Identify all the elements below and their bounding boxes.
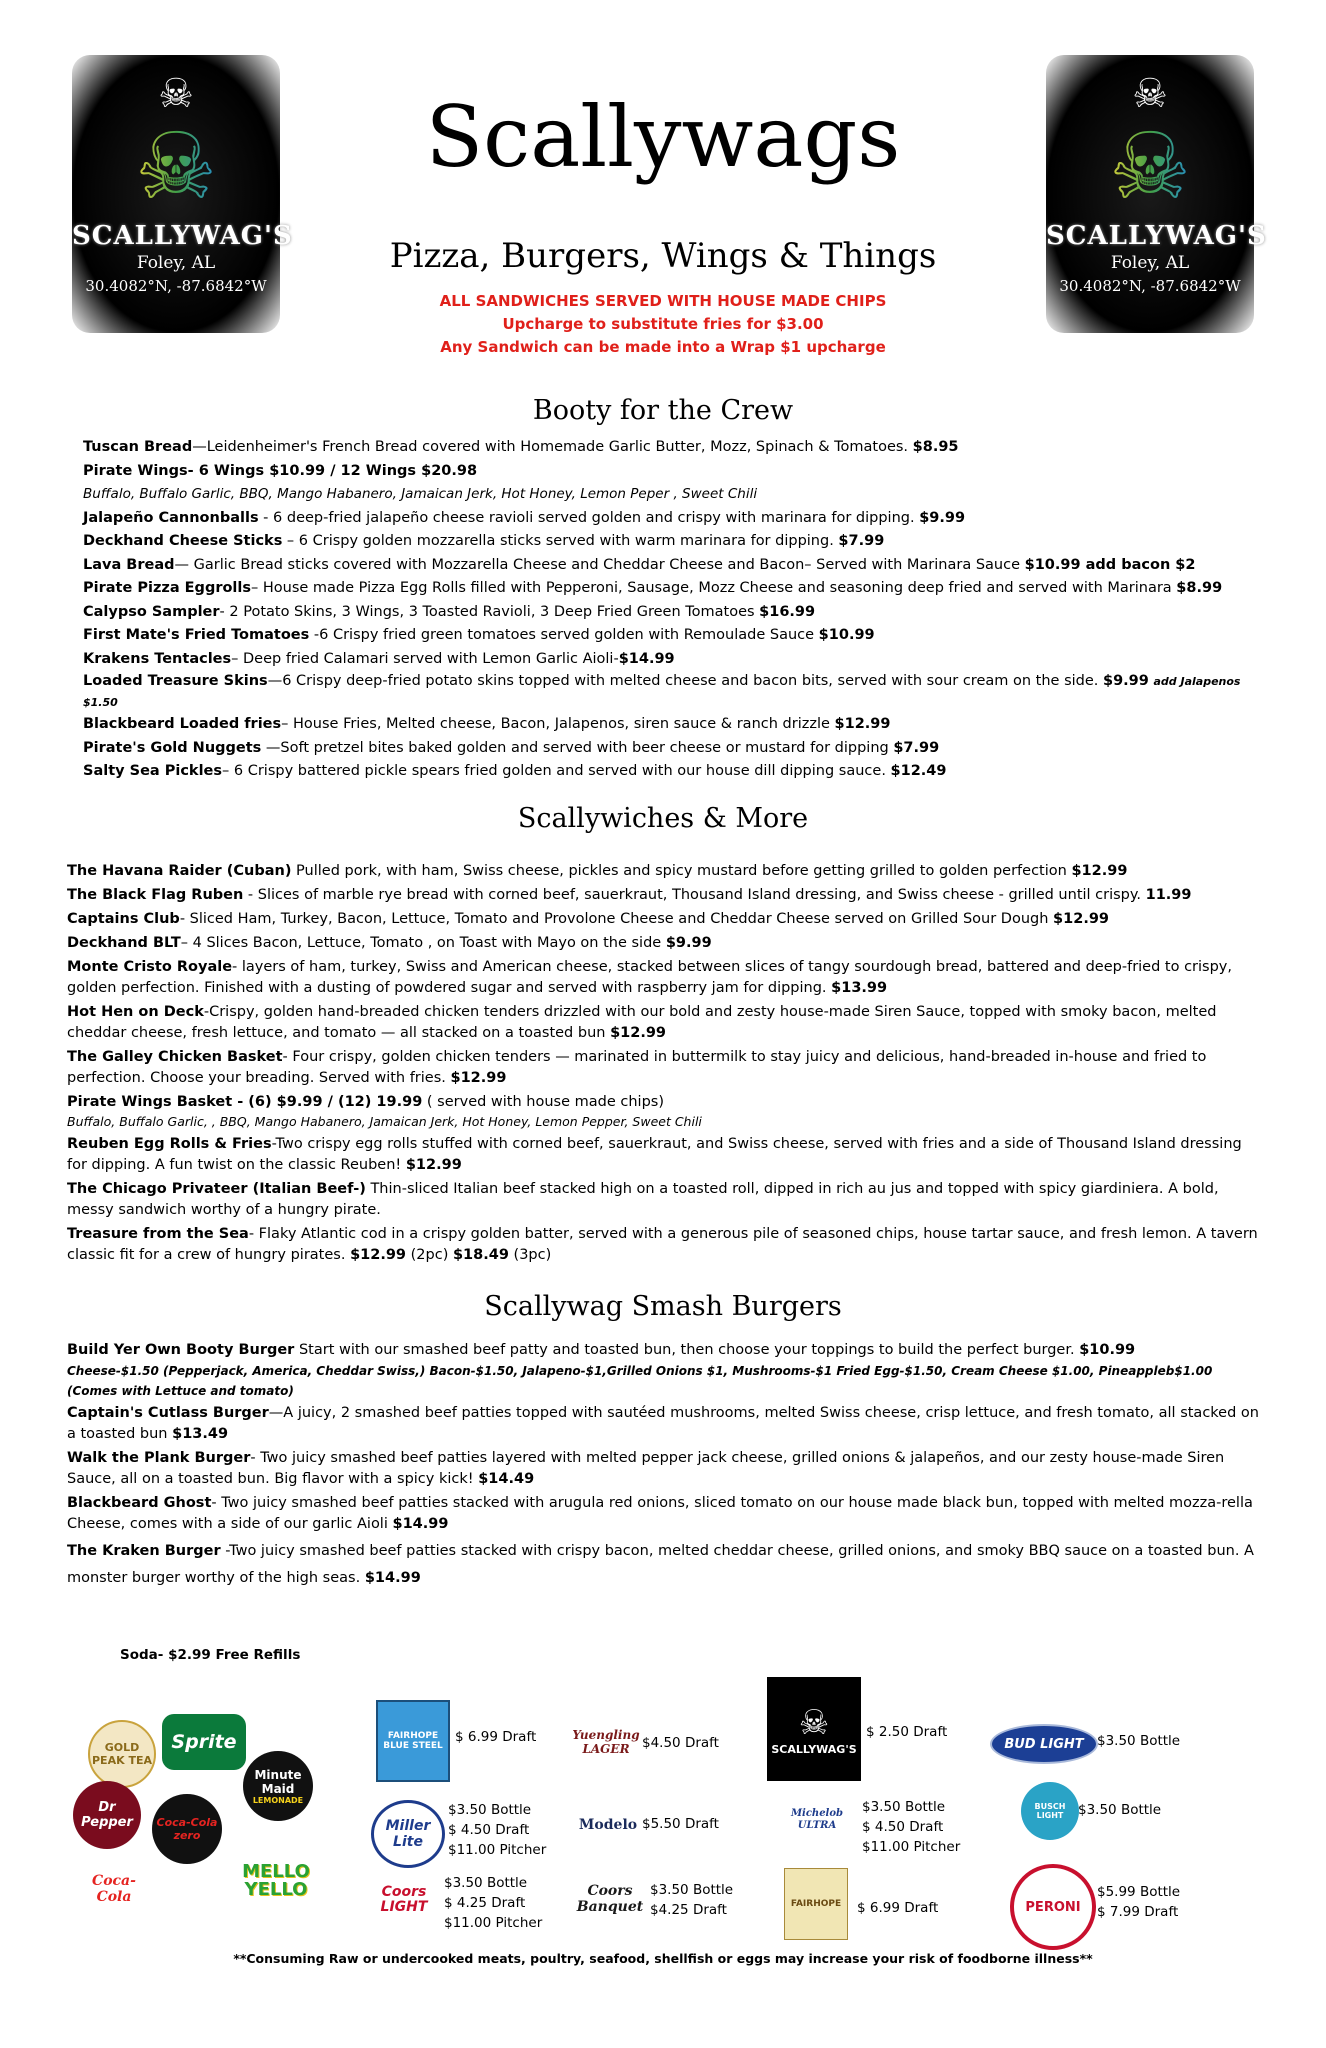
item-desc: Pulled pork, with ham, Swiss cheese, pickles and spicy mustard before getting grilled to golden perfection	[291, 863, 1067, 879]
item-desc: - 2 Potato Skins, 3 Wings, 3 Toasted Ravioli, 3 Deep Fried Green Tomatoes	[219, 603, 755, 620]
fairhope-blue-logo: FAIRHOPE BLUE STEEL	[376, 1700, 450, 1782]
item-desc: – Deep fried Calamari served with Lemon Garlic Aioli-	[231, 650, 619, 667]
item-name: The Havana Raider (Cuban)	[67, 863, 292, 879]
item-price-2-note: (3pc)	[508, 1247, 552, 1263]
item-extra: add Jalapenos $1.50	[83, 675, 1241, 709]
logo-brand: SCALLYWAG'S	[72, 221, 293, 251]
item-desc: —Leidenheimer's French Bread covered with Homemade Garlic Butter, Mozz, Spinach & Tomatoes.	[192, 439, 909, 455]
coca-cola-logo: Coca-Cola	[92, 1873, 136, 1905]
gold-peak-logo: GOLD PEAK TEA	[88, 1720, 156, 1788]
item-price: $7.99	[838, 533, 885, 549]
crossbones-icon: ☠	[1132, 71, 1168, 117]
item-desc: – 4 Slices Bacon, Lettuce, Tomato , on Toast with Mayo on the side	[180, 935, 662, 951]
michelob-logo: Michelob ULTRA	[790, 1808, 844, 1831]
item-name: Calypso Sampler	[83, 603, 220, 620]
menu-item	[67, 1134, 1263, 1176]
item-price: $16.99	[759, 603, 816, 620]
item-price: $14.99	[618, 650, 675, 667]
menu-item	[83, 760, 1263, 784]
menu-item	[67, 1538, 1263, 1592]
modelo-logo: Modelo	[578, 1817, 638, 1833]
item-price: $10.99	[818, 627, 875, 643]
item-price: $12.99	[1053, 911, 1110, 927]
item-desc: —Soft pretzel bites baked golden and served with beer cheese or mustard for dipping	[261, 739, 889, 756]
item-name: Blackbeard Ghost	[67, 1495, 212, 1511]
price-line: $3.50 Bottle	[444, 1875, 528, 1891]
item-price: $12.99	[405, 1157, 462, 1173]
menu-item	[83, 507, 1263, 531]
soda-label: Soda- $2.99 Free Refills	[120, 1647, 301, 1663]
menu-item	[67, 909, 1263, 930]
minute-maid-sub: LEMONADE	[252, 1795, 304, 1805]
item-options: Buffalo, Buffalo Garlic, , BBQ, Mango Habanero, Jamaican Jerk, Hot Honey, Lemon Pepper, Sweet Chili	[67, 1114, 702, 1129]
logo-city: Foley, AL	[136, 253, 216, 273]
item-price: 11.99	[1145, 887, 1192, 903]
item-desc: ( served with house made chips)	[422, 1094, 664, 1110]
item-price: $8.95	[912, 439, 959, 455]
fairhope-cat-price: $ 6.99 Draft	[857, 1900, 939, 1916]
page-title: Scallywags	[425, 88, 901, 186]
item-price: $13.99	[831, 980, 888, 996]
item-price: $12.49	[890, 763, 947, 779]
item-name: Pirate Wings- 6 Wings $10.99 / 12 Wings $20.98	[83, 462, 478, 479]
item-price: $13.49	[172, 1426, 229, 1442]
item-desc: Start with our smashed beef patty and toasted bun, then choose your toppings to build the perfect burger.	[294, 1342, 1080, 1358]
menu-item	[83, 713, 1263, 737]
item-name: Treasure from the Sea	[67, 1226, 249, 1242]
item-desc: - layers of ham, turkey, Swiss and American cheese, stacked between slices of tangy sourdough bread, battered and deep-fried to crispy, golden perfection. Finished with a dusting of powdered sugar and served with raspberry jam for dipping.	[67, 959, 1232, 996]
michelob-prices	[862, 1797, 960, 1857]
price-line: $11.00 Pitcher	[448, 1842, 547, 1858]
skull-icon: ☠	[1046, 117, 1254, 217]
item-desc: - Two juicy smashed beef patties stacked with arugula red onions, sliced tomato on our house made black bun, topped with melted mozza-rella Cheese, comes with a side of our garlic Aioli	[67, 1495, 1253, 1532]
item-name: First Mate's Fried Tomatoes	[83, 627, 310, 643]
scallywags-beer-logo	[767, 1677, 861, 1781]
item-desc: —6 Crispy deep-fried potato skins topped with melted cheese and bacon bits, served with sour cream on the side.	[267, 673, 1099, 689]
menu-item	[67, 1047, 1263, 1089]
item-desc: - Flaky Atlantic cod in a crispy golden batter, served with a generous pile of seasoned chips, house tartar sauce, and fresh lemon. A tavern classic fit for a crew of hungry pirates.	[67, 1226, 1258, 1263]
menu-list-wiches	[67, 861, 1263, 1266]
price-line: $ 7.99 Draft	[1097, 1904, 1179, 1920]
item-name: The Kraken Burger	[67, 1543, 221, 1559]
coors-light-prices	[444, 1873, 542, 1933]
item-price: $7.99	[893, 739, 940, 756]
item-price: $14.99	[364, 1570, 421, 1586]
menu-item	[83, 436, 1263, 460]
menu-item	[83, 624, 1263, 648]
item-name: Deckhand Cheese Sticks	[83, 533, 283, 549]
yuengling-price: $4.50 Draft	[642, 1735, 719, 1751]
yuengling-logo: Yuengling LAGER	[572, 1728, 640, 1756]
item-options: Cheese-$1.50 (Pepperjack, America, Cheddar Swiss,) Bacon-$1.50, Jalapeno-$1,Grilled Onions $1, Mushrooms-$1 Fried Egg-$1.50, Cream Cheese $1.00, Pineappleb$1.00 (Comes with Lettuce and tomato)	[67, 1364, 1213, 1398]
sprite-logo: Sprite	[162, 1714, 246, 1770]
menu-item	[67, 1002, 1263, 1044]
logo-city: Foley, AL	[1110, 253, 1190, 273]
price-line: $ 4.50 Draft	[862, 1819, 944, 1835]
minute-maid-logo	[243, 1751, 313, 1821]
price-line: $ 4.25 Draft	[444, 1895, 526, 1911]
logo-brand: SCALLYWAG'S	[1046, 221, 1267, 251]
busch-price: $3.50 Bottle	[1078, 1802, 1162, 1818]
item-name: Pirate Wings Basket - (6) $9.99 / (12) 19.99	[67, 1094, 423, 1110]
food-safety-disclaimer: **Consuming Raw or undercooked meats, poultry, seafood, shellfish or eggs may increase your risk of foodborne illness**	[233, 1951, 1093, 1966]
menu-item	[67, 1092, 1263, 1113]
fairhope-cat-logo: FAIRHOPE	[784, 1868, 848, 1940]
item-price: $10.99	[1079, 1342, 1136, 1358]
price-line: $ 4.50 Draft	[448, 1822, 530, 1838]
menu-item	[83, 460, 1263, 484]
item-desc: - Two juicy smashed beef patties layered with melted pepper jack cheese, grilled onions & jalapeños, and our zesty house-made Siren Sauce, all on a toasted bun. Big flavor with a spicy kick!	[67, 1450, 1225, 1487]
price-line: $3.50 Bottle	[650, 1882, 734, 1898]
item-desc: —A juicy, 2 smashed beef patties topped with sautéed mushrooms, melted Swiss cheese, crisp lettuce, and fresh tomato, all stacked on a toasted bun	[67, 1405, 1259, 1442]
miller-lite-logo: Miller Lite	[371, 1800, 445, 1868]
item-desc: — Garlic Bread sticks covered with Mozzarella Cheese and Cheddar Cheese and Bacon– Served with Marinara Sauce	[174, 556, 1021, 573]
price-line: $11.00 Pitcher	[444, 1915, 543, 1931]
menu-item	[67, 1224, 1263, 1266]
item-name: Blackbeard Loaded fries	[83, 716, 282, 732]
item-desc: – House Fries, Melted cheese, Bacon, Jalapenos, siren sauce & ranch drizzle	[281, 716, 830, 732]
section-heading-burgers: Scallywag Smash Burgers	[484, 1291, 842, 1322]
item-name: Build Yer Own Booty Burger	[67, 1342, 295, 1358]
menu-item	[67, 885, 1263, 906]
page-subtitle: Pizza, Burgers, Wings & Things	[389, 236, 937, 276]
item-desc: Thin-sliced Italian beef stacked high on a toasted roll, dipped in rich au jus and topped with spicy giardiniera. A bold, messy sandwich worthy of a hungry pirate.	[67, 1181, 1219, 1218]
item-desc: - 6 deep-fried jalapeño cheese ravioli served golden and crispy with marinara for dipping.	[258, 509, 915, 526]
item-price: $12.99	[610, 1025, 667, 1041]
crossbones-icon: ☠	[158, 71, 194, 117]
item-desc: – 6 Crispy golden mozzarella sticks served with warm marinara for dipping.	[282, 533, 834, 549]
item-desc: – House made Pizza Egg Rolls filled with Pepperoni, Sausage, Mozz Cheese and seasoning deep fried and served with Marinara	[251, 580, 1172, 596]
mello-yello-logo: MELLO YELLO	[242, 1861, 310, 1900]
menu-list-booty	[83, 436, 1263, 784]
item-name: Jalapeño Cannonballs	[83, 509, 259, 526]
item-price-note: (2pc)	[406, 1247, 453, 1263]
section-heading-booty: Booty for the Crew	[532, 395, 794, 426]
item-price: $9.99	[665, 935, 712, 951]
price-line: $4.25 Draft	[650, 1902, 727, 1918]
menu-item	[83, 577, 1263, 601]
menu-item	[83, 737, 1263, 761]
item-price: $12.99	[450, 1070, 507, 1086]
item-desc: - Four crispy, golden chicken tenders — marinated in buttermilk to stay juicy and delicious, hand-breaded in-house and fried to perfection. Choose your breading. Served with fries.	[67, 1049, 1207, 1086]
coors-light-logo: Coors LIGHT	[380, 1884, 428, 1915]
peroni-logo: PERONI	[1010, 1864, 1096, 1950]
note-line: ALL SANDWICHES SERVED WITH HOUSE MADE CHIPS	[439, 292, 887, 310]
item-price-2: $18.49	[452, 1247, 509, 1263]
item-desc: - Slices of marble rye bread with corned beef, sauerkraut, Thousand Island dressing, and Swiss cheese - grilled until crispy.	[243, 887, 1142, 903]
menu-item	[67, 1448, 1263, 1490]
menu-item	[67, 1403, 1263, 1445]
item-desc: - Sliced Ham, Turkey, Bacon, Lettuce, Tomato and Provolone Cheese and Cheddar Cheese served on Grilled Sour Dough	[179, 911, 1049, 927]
item-name: Captain's Cutlass Burger	[67, 1405, 269, 1421]
item-price: $12.99	[834, 716, 891, 732]
menu-item	[83, 530, 1263, 554]
item-name: The Chicago Privateer (Italian Beef-)	[67, 1181, 366, 1197]
bud-light-logo: BUD LIGHT	[990, 1724, 1098, 1764]
menu-item	[67, 1340, 1263, 1361]
item-name: Reuben Egg Rolls & Fries	[67, 1136, 272, 1152]
item-name: Pirate Pizza Eggrolls	[83, 580, 252, 596]
price-line: $11.00 Pitcher	[862, 1839, 961, 1855]
header-notes	[0, 290, 1326, 359]
fairhope-blue-price: $ 6.99 Draft	[455, 1729, 537, 1745]
item-price: $8.99	[1176, 580, 1223, 596]
item-price: $14.99	[392, 1516, 449, 1532]
menu-item	[83, 554, 1263, 578]
minute-maid-name: Minute Maid	[254, 1767, 302, 1796]
modelo-price: $5.50 Draft	[642, 1816, 719, 1832]
item-name: Hot Hen on Deck	[67, 1004, 204, 1020]
bud-light-price: $3.50 Bottle	[1097, 1733, 1181, 1749]
item-desc: – 6 Crispy battered pickle spears fried golden and served with our house dill dipping sauce.	[222, 763, 886, 779]
menu-item	[67, 933, 1263, 954]
item-name: Walk the Plank Burger	[67, 1450, 251, 1466]
section-heading-wiches: Scallywiches & More	[517, 803, 809, 834]
item-name: Lava Bread	[83, 556, 175, 573]
item-name: The Galley Chicken Basket	[67, 1049, 283, 1065]
menu-item	[83, 671, 1263, 713]
note-line: Upcharge to substitute fries for $3.00	[502, 315, 824, 333]
item-price: $9.99	[919, 509, 966, 526]
coors-banquet-logo: Coors Banquet	[576, 1883, 644, 1915]
coke-zero-logo: Coca-Cola zero	[152, 1794, 222, 1864]
item-price: $10.99 add bacon $2	[1024, 556, 1196, 573]
menu-list-burgers	[67, 1340, 1263, 1592]
item-options: Buffalo, Buffalo Garlic, BBQ, Mango Habanero, Jamaican Jerk, Hot Honey, Lemon Peper , Sweet Chili	[83, 486, 758, 502]
item-name: The Black Flag Ruben	[67, 887, 244, 903]
peroni-prices	[1097, 1882, 1180, 1922]
price-line: $3.50 Bottle	[862, 1799, 946, 1815]
busch-logo: BUSCH LIGHT	[1021, 1782, 1079, 1840]
price-line: $3.50 Bottle	[448, 1802, 532, 1818]
dr-pepper-logo: Dr Pepper	[73, 1781, 141, 1849]
menu-item	[67, 861, 1263, 882]
menu-item	[67, 1493, 1263, 1535]
item-name: Tuscan Bread	[83, 439, 193, 455]
menu-item	[67, 1179, 1263, 1221]
item-name: Pirate's Gold Nuggets	[83, 739, 262, 756]
price-line: $5.99 Bottle	[1097, 1884, 1181, 1900]
item-desc: -6 Crispy fried green tomatoes served golden with Remoulade Sauce	[309, 627, 819, 643]
item-desc: -Crispy, golden hand-breaded chicken tenders drizzled with our bold and zesty house-made Siren Sauce, topped with smoky bacon, melted cheddar cheese, fresh lettuce, and tomato — all stacked on a toasted bun	[67, 1004, 1217, 1041]
item-name: Monte Cristo Royale	[67, 959, 233, 975]
menu-item	[83, 648, 1263, 672]
item-price: $9.99	[1103, 673, 1149, 689]
note-line: Any Sandwich can be made into a Wrap $1 upcharge	[440, 338, 886, 356]
logo-coords: 30.4082°N, -87.6842°W	[1059, 277, 1241, 295]
coors-banquet-prices	[650, 1880, 733, 1920]
item-name: Captains Club	[67, 911, 180, 927]
item-desc: -Two juicy smashed beef patties stacked with crispy bacon, melted cheddar cheese, grilled onions, and smoky BBQ sauce on a toasted bun. A monster burger worthy of the high seas.	[67, 1543, 1254, 1586]
logo-coords: 30.4082°N, -87.6842°W	[85, 277, 267, 295]
item-name: Salty Sea Pickles	[83, 763, 223, 779]
skull-icon: ☠	[798, 1702, 830, 1743]
scallywags-beer-label: SCALLYWAG'S	[771, 1742, 857, 1756]
menu-item	[83, 601, 1263, 625]
item-desc: -Two crispy egg rolls stuffed with corned beef, sauerkraut, and Swiss cheese, served with fries and a side of Thousand Island dressing for dipping. A fun twist on the classic Reuben!	[67, 1136, 1242, 1173]
item-price: $12.99	[350, 1247, 407, 1263]
item-name: Deckhand BLT	[67, 935, 181, 951]
item-price: $12.99	[1071, 863, 1128, 879]
miller-lite-prices	[448, 1800, 546, 1860]
scallywags-beer-price: $ 2.50 Draft	[866, 1724, 948, 1740]
item-price: $14.49	[478, 1471, 535, 1487]
menu-item	[67, 957, 1263, 999]
skull-icon: ☠	[72, 117, 280, 217]
item-name: Loaded Treasure Skins	[83, 673, 268, 689]
item-name: Krakens Tentacles	[83, 650, 232, 667]
